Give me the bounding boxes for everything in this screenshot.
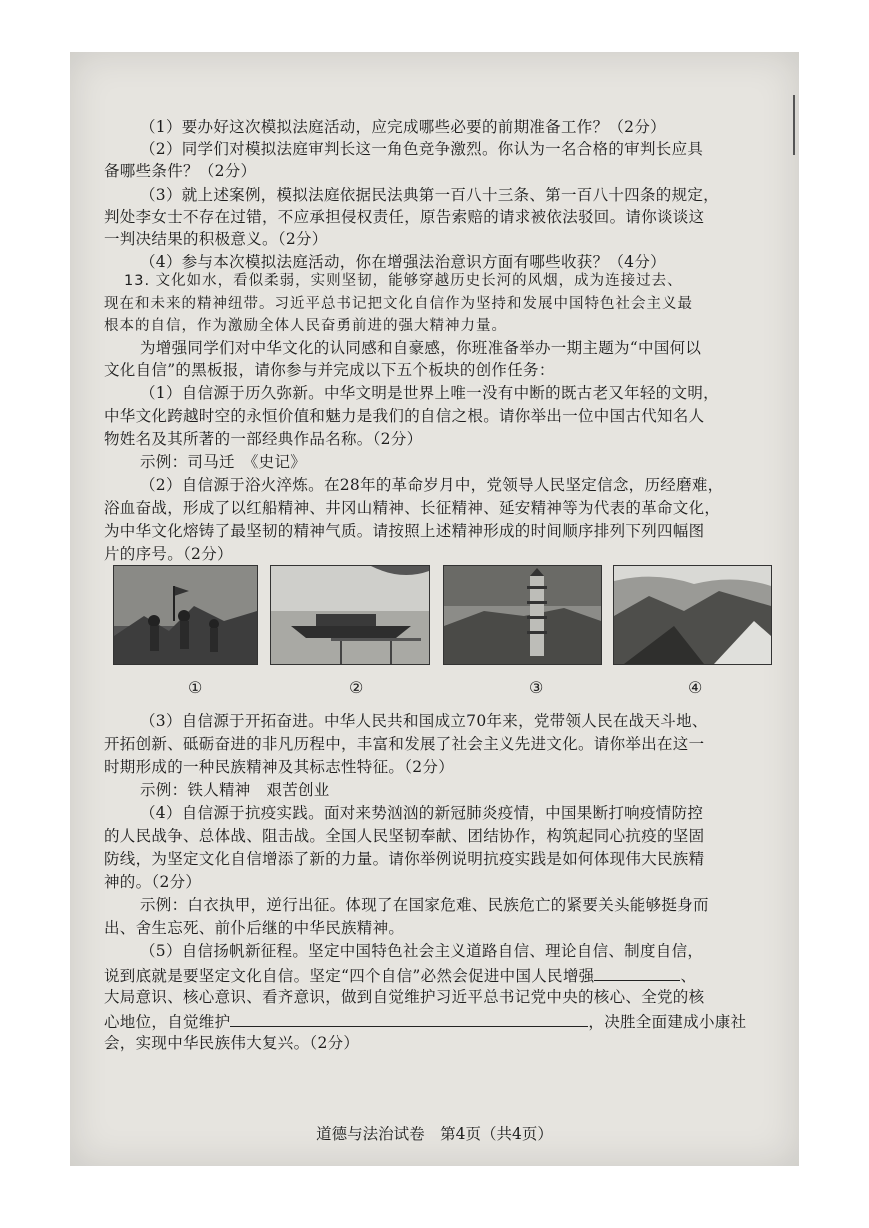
question-13-4-cont: 的人民战争、总体战、阻击战。全国人民坚韧奉献、团结协作，构筑起同心抗疫的坚固 — [104, 827, 705, 845]
question-12-2-cont: 备哪些条件？（2分） — [104, 162, 257, 180]
example-13-4: 示例：白衣执甲，逆行出征。体现了在国家危难、民族危亡的紧要关头能够挺身而 — [140, 896, 709, 914]
answer-blank-2[interactable] — [230, 1010, 588, 1027]
question-13-intro: 13. 文化如水，看似柔弱，实则坚韧，能够穿越历史长河的风烟，成为连接过去、 — [124, 273, 683, 289]
question-13-5: （5）自信扬帆新征程。坚定中国特色社会主义道路自信、理论自信、制度自信， — [140, 942, 704, 960]
photo-long-march — [113, 565, 258, 665]
question-13-task: 为增强同学们对中华文化的认同感和自豪感，你班准备举办一期主题为“中国何以 — [140, 339, 702, 357]
question-13-4: （4）自信源于抗疫实践。面对来势汹汹的新冠肺炎疫情，中国果断打响疫情防控 — [140, 804, 704, 822]
example-13-3: 示例：铁人精神 艰苦创业 — [140, 781, 330, 799]
example-13-4-cont: 出、舍生忘死、前仆后继的中华民族精神。 — [104, 919, 405, 937]
question-13-3: （3）自信源于开拓奋进。中华人民共和国成立70年来，党带领人民在战天斗地、 — [140, 712, 708, 730]
answer-blank-1[interactable] — [594, 964, 680, 981]
question-13-2: （2）自信源于浴火淬炼。在28年的革命岁月中，党领导人民坚定信念，历经磨难， — [140, 476, 724, 494]
question-13-5-cont4: 会，实现中华民族伟大复兴。（2分） — [104, 1034, 360, 1052]
question-12-2: （2）同学们对模拟法庭审判长这一角色竞争激烈。你认为一名合格的审判长应具 — [140, 140, 704, 158]
question-13-3-cont2: 时期形成的一种民族精神及其标志性特征。（2分） — [104, 758, 455, 776]
question-13-intro-cont: 现在和未来的精神纽带。习近平总书记把文化自信作为坚持和发展中国特色社会主义最 — [104, 296, 693, 312]
question-13-1-cont: 中华文化跨越时空的永恒价值和魅力是我们的自信之根。请你举出一位中国古代知名人 — [104, 407, 705, 425]
question-13-4-cont2: 防线，为坚定文化自信增添了新的力量。请你举例说明抗疫实践是如何体现伟大民族精 — [104, 850, 705, 868]
question-13-2-cont2: 为中华文化熔铸了最坚韧的精神气质。请按照上述精神形成的时间顺序排列下列四幅图 — [104, 522, 705, 540]
figure-label-3: ③ — [529, 678, 544, 697]
photo-yanan-pagoda — [443, 565, 602, 665]
question-13-5-cont — [104, 964, 794, 986]
figure-label-2: ② — [349, 678, 364, 697]
figure-label-4: ④ — [688, 678, 703, 697]
question-13-5-text-a: 说到底就是要坚定文化自信。坚定“四个自信”必然会促进中国人民增强 — [104, 967, 595, 985]
question-12-3-cont2: 一判决结果的积极意义。（2分） — [104, 230, 328, 248]
question-12-4: （4）参与本次模拟法庭活动，你在增强法治意识方面有哪些收获？（4分） — [140, 253, 666, 271]
question-12-1: （1）要办好这次模拟法庭活动，应完成哪些必要的前期准备工作？（2分） — [140, 118, 666, 136]
question-13-3-cont: 开拓创新、砥砺奋进的非凡历程中，丰富和发展了社会主义先进文化。请你举出在这一 — [104, 735, 705, 753]
question-13-intro-cont2: 根本的自信，作为激励全体人民奋勇前进的强大精神力量。 — [104, 318, 507, 334]
question-13-5-cont2: 大局意识、核心意识、看齐意识，做到自觉维护习近平总书记党中央的核心、全党的核 — [104, 988, 705, 1006]
question-13-5-text-d: ，决胜全面建成小康社 — [588, 1013, 747, 1031]
page-footer: 道德与法治试卷 第4页（共4页） — [316, 1125, 553, 1143]
question-13-5-text-b: 、 — [680, 967, 697, 985]
question-13-2-cont: 浴血奋战，形成了以红船精神、井冈山精神、长征精神、延安精神等为代表的革命文化， — [104, 499, 721, 517]
figure-label-1: ① — [188, 678, 203, 697]
question-13-1-cont2: 物姓名及其所著的一部经典作品名称。（2分） — [104, 430, 423, 448]
question-13-1: （1）自信源于历久弥新。中华文明是世界上唯一没有中断的既古老又年轻的文明， — [140, 384, 719, 402]
photo-jinggangshan — [613, 565, 772, 665]
example-13-1: 示例：司马迁 《史记》 — [140, 453, 307, 471]
question-13-task-cont: 文化自信”的黑板报，请你参与并完成以下五个板块的创作任务： — [104, 361, 555, 379]
question-13-5-cont3 — [104, 1010, 794, 1032]
question-13-2-cont3: 片的序号。（2分） — [104, 545, 233, 563]
question-12-3-cont: 判处李女士不存在过错，不应承担侵权责任，原告索赔的请求被依法驳回。请你谈谈这 — [104, 208, 705, 226]
question-12-3: （3）就上述案例，模拟法庭依据民法典第一百八十三条、第一百八十四条的规定， — [140, 186, 719, 204]
photo-red-boat — [270, 565, 430, 665]
question-13-4-cont3: 神的。（2分） — [104, 873, 202, 891]
question-13-5-text-c: 心地位，自觉维护 — [104, 1013, 231, 1031]
